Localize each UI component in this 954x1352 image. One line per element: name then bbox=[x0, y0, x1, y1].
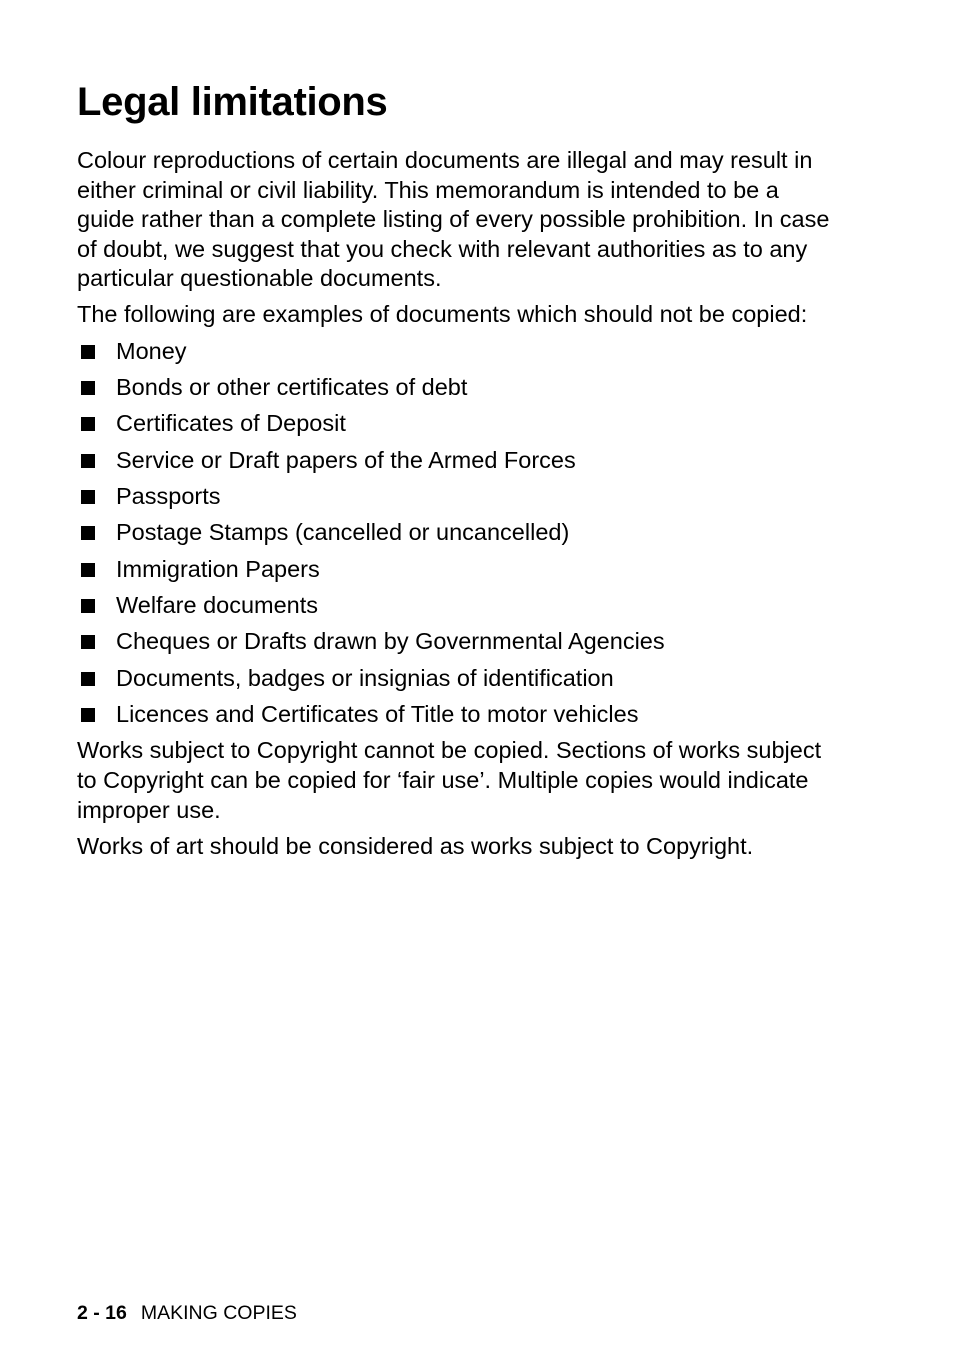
outro-paragraph-1: Works subject to Copyright cannot be copied. Sections of works subject to Copyright can be copied for ‘fair use’. Multiple copies would indicate improper use. bbox=[77, 737, 822, 823]
list-item-label: Immigration Papers bbox=[116, 555, 320, 582]
list-item bbox=[77, 627, 837, 663]
square-bullet-icon bbox=[81, 345, 95, 359]
list-item bbox=[77, 446, 837, 482]
list-item-label: Service or Draft papers of the Armed Forces bbox=[116, 446, 576, 473]
list-item bbox=[77, 664, 837, 700]
list-item bbox=[77, 591, 837, 627]
prohibited-documents-list bbox=[77, 337, 837, 737]
list-item-label: Bonds or other certificates of debt bbox=[116, 373, 468, 400]
page-title: Legal limitations bbox=[77, 80, 388, 124]
page-footer bbox=[77, 1300, 297, 1326]
list-item-label: Certificates of Deposit bbox=[116, 410, 346, 437]
body-text bbox=[77, 146, 837, 868]
page-number: 2 - 16 bbox=[77, 1302, 127, 1324]
square-bullet-icon bbox=[81, 490, 95, 504]
list-item bbox=[77, 700, 837, 736]
list-item-label: Postage Stamps (cancelled or uncancelled) bbox=[116, 519, 570, 546]
list-item-label: Money bbox=[116, 337, 187, 364]
list-item-label: Licences and Certificates of Title to motor vehicles bbox=[116, 701, 639, 727]
intro-paragraph-2: The following are examples of documents which should not be copied: bbox=[77, 301, 808, 328]
square-bullet-icon bbox=[81, 708, 95, 722]
outro-paragraph-2: Works of art should be considered as works subject to Copyright. bbox=[77, 832, 754, 859]
list-item bbox=[77, 482, 837, 518]
square-bullet-icon bbox=[81, 635, 95, 649]
list-item bbox=[77, 555, 837, 591]
square-bullet-icon bbox=[81, 381, 95, 395]
square-bullet-icon bbox=[81, 599, 95, 613]
intro-paragraph-1: Colour reproductions of certain documents are illegal and may result in either criminal or civil liability. This memorandum is intended to be a guide rather than a complete listing of every possible prohibition. In case of doubt, we suggest that you check with relevant authorities as to any particular questionable documents. bbox=[77, 147, 830, 292]
list-item bbox=[77, 518, 837, 554]
list-item-label: Welfare documents bbox=[116, 591, 319, 618]
square-bullet-icon bbox=[81, 563, 95, 577]
list-item bbox=[77, 409, 837, 445]
list-item bbox=[77, 373, 837, 409]
list-item-label: Passports bbox=[116, 482, 221, 509]
list-item bbox=[77, 337, 837, 373]
square-bullet-icon bbox=[81, 526, 95, 540]
list-item-label: Cheques or Drafts drawn by Governmental Agencies bbox=[116, 628, 665, 655]
square-bullet-icon bbox=[81, 672, 95, 686]
section-name: MAKING COPIES bbox=[140, 1302, 297, 1324]
list-item-label: Documents, badges or insignias of identification bbox=[116, 664, 614, 691]
square-bullet-icon bbox=[81, 454, 95, 468]
square-bullet-icon bbox=[81, 417, 95, 431]
